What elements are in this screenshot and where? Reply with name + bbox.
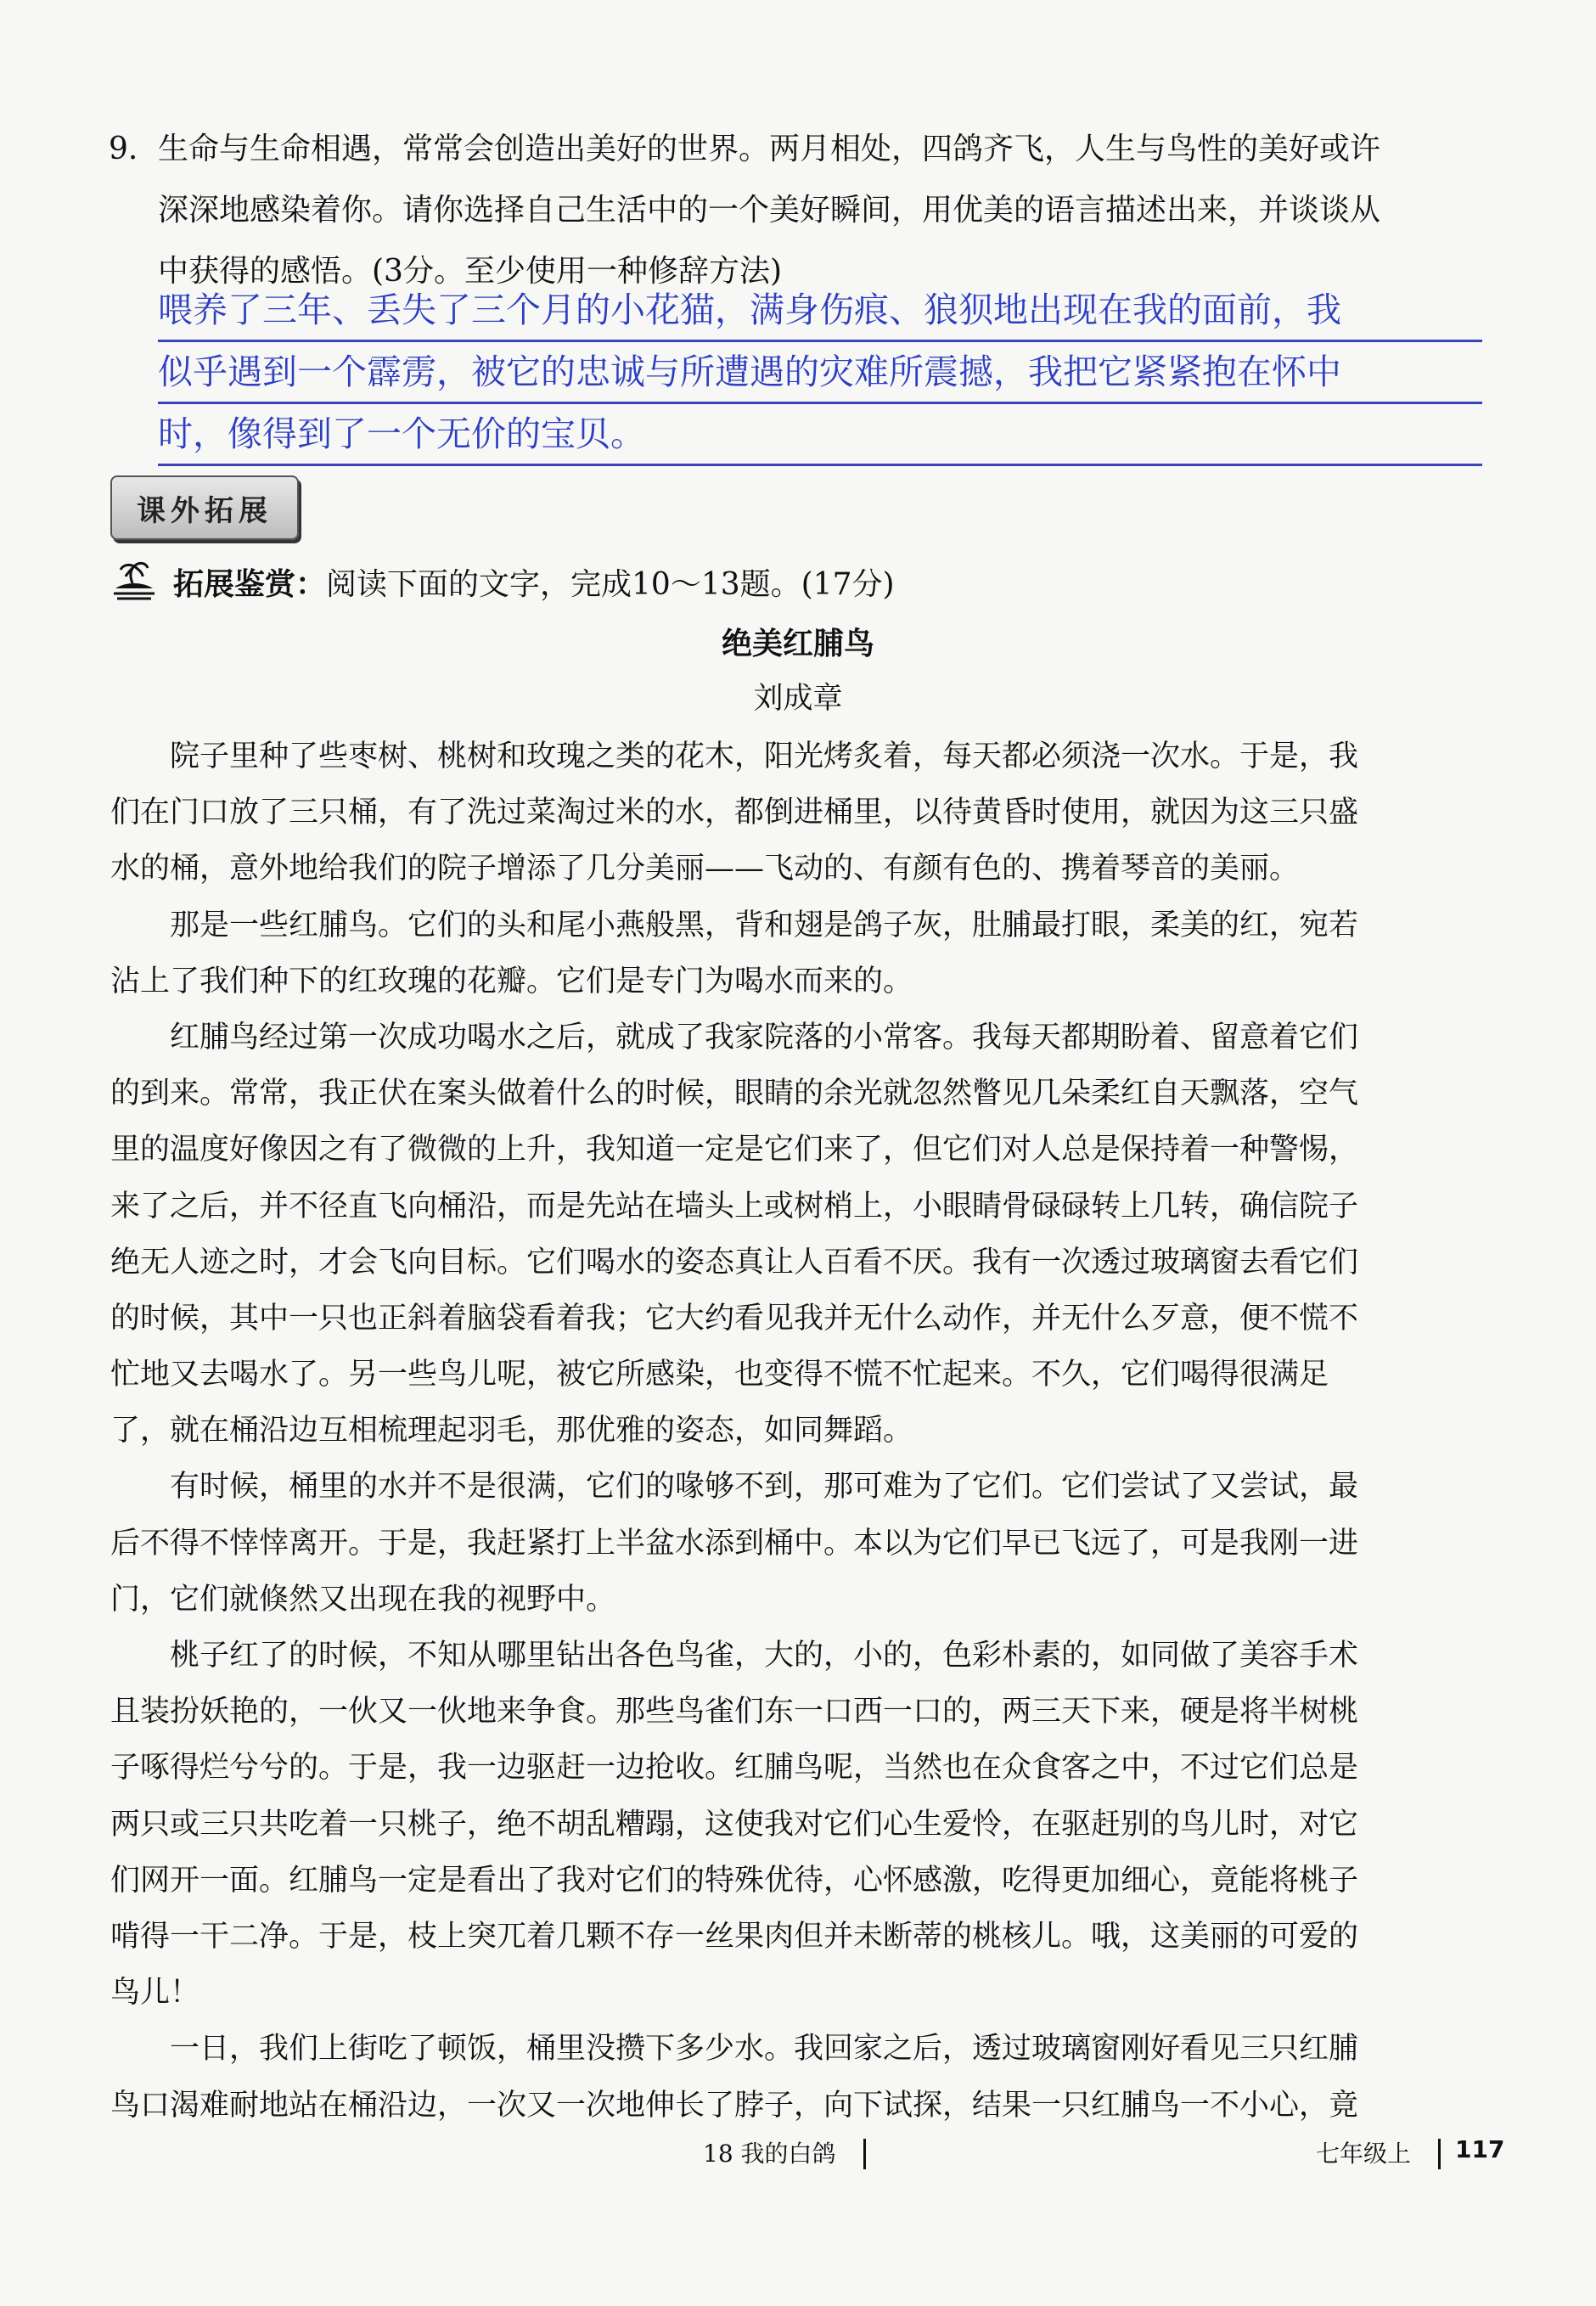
question-number: 9. bbox=[109, 132, 138, 166]
question-9-line: 9. 生命与生命相遇，常常会创造出美好的世界。两月相处，四鸽齐飞，人生与鸟性的美好或许 bbox=[109, 119, 1509, 180]
question-9 bbox=[109, 119, 1509, 302]
island-icon bbox=[110, 558, 158, 605]
extension-label: 拓展鉴赏： bbox=[173, 565, 327, 602]
answer-line: 喂养了三年、丢失了三个月的小花猫，满身伤痕、狼狈地出现在我的面前，我 bbox=[158, 280, 1482, 342]
article-line: 沾上了我们种下的红玫瑰的花瓣。它们是专门为喝水而来的。 bbox=[110, 964, 913, 998]
page-footer bbox=[0, 2135, 1596, 2178]
article-line: 了，就在桶沿边互相梳理起羽毛，那优雅的姿态，如同舞蹈。 bbox=[110, 1414, 913, 1448]
question-9-line: 深深地感染着你。请你选择自己生活中的一个美好瞬间，用优美的语言描述出来，并谈谈从 bbox=[158, 193, 1381, 228]
section-badge: 课外拓展 bbox=[110, 475, 299, 540]
article-line: 忙地又去喝水了。另一些鸟儿呢，被它所感染，也变得不慌不忙起来。不久，它们喝得很满足 bbox=[110, 1358, 1329, 1392]
article-line: 那是一些红脯鸟。它们的头和尾小燕般黑，背和翅是鸽子灰，肚脯最打眼，柔美的红，宛若 bbox=[170, 908, 1359, 942]
article-line: 水的桶，意外地给我们的院子增添了几分美丽——飞动的、有颜有色的、携着琴音的美丽。 bbox=[110, 852, 1300, 886]
article-line: 鸟儿！ bbox=[110, 1976, 200, 2011]
article-line: 绝无人迹之时，才会飞向目标。它们喝水的姿态真让人百看不厌。我有一次透过玻璃窗去看它们 bbox=[110, 1245, 1359, 1280]
article-line: 两只或三只共吃着一只桃子，绝不胡乱糟蹋，这使我对它们心生爱怜，在驱赶别的鸟儿时，对它 bbox=[110, 1807, 1359, 1842]
article-line: 们在门口放了三只桶，有了洗过菜淘过米的水，都倒进桶里，以待黄昏时使用，就因为这三只盛 bbox=[110, 796, 1359, 830]
footer-divider bbox=[1438, 2139, 1441, 2169]
footer-divider bbox=[863, 2139, 866, 2169]
article-line: 啃得一干二净。于是，枝上突兀着几颗不存一丝果肉但并未断蒂的桃核儿。哦，这美丽的可爱的 bbox=[110, 1919, 1359, 1954]
extension-heading bbox=[110, 556, 895, 607]
article-line: 一日，我们上街吃了顿饭，桶里没攒下多少水。我回家之后，透过玻璃窗刚好看见三只红脯 bbox=[170, 2032, 1359, 2067]
footer-grade: 七年级上 bbox=[1316, 2140, 1412, 2168]
article-line: 桃子红了的时候，不知从哪里钻出各色鸟雀，大的，小的，色彩朴素的，如同做了美容手术 bbox=[170, 1639, 1359, 1673]
article-line: 且装扮妖艳的，一伙又一伙地来争食。那些鸟雀们东一口西一口的，两三天下来，硬是将半树桃 bbox=[110, 1695, 1359, 1730]
page-number: 117 bbox=[1455, 2135, 1505, 2163]
article-line: 子啄得烂兮兮的。于是，我一边驱赶一边抢收。红脯鸟呢，当然也在众食客之中，不过它们总是 bbox=[110, 1751, 1359, 1786]
article-line: 里的温度好像因之有了微微的上升，我知道一定是它们来了，但它们对人总是保持着一种警惕， bbox=[110, 1133, 1359, 1167]
article-title: 绝美红脯鸟 bbox=[721, 627, 874, 661]
article-author: 刘成章 bbox=[753, 682, 843, 716]
article-line: 门，它们就倏然又出现在我的视野中。 bbox=[110, 1582, 616, 1617]
article-line: 红脯鸟经过第一次成功喝水之后，就成了我家院落的小常客。我每天都期盼着、留意着它们 bbox=[170, 1020, 1359, 1055]
article-body bbox=[110, 728, 1503, 2134]
article-line: 鸟口渴难耐地站在桶沿边，一次又一次地伸长了脖子，向下试探，结果一只红脯鸟一不小心，竟 bbox=[110, 2088, 1359, 2123]
answer-line: 时，像得到了一个无价的宝贝。 bbox=[158, 404, 1482, 466]
question-9-line: 中获得的感悟。(3分。至少使用一种修辞方法) bbox=[158, 254, 782, 289]
article-line: 有时候，桶里的水并不是很满，它们的喙够不到，那可难为了它们。它们尝试了又尝试，最 bbox=[170, 1470, 1359, 1505]
article-line: 的到来。常常，我正伏在案头做着什么的时候，眼睛的余光就忽然瞥见几朵柔红自天飘落，空气 bbox=[110, 1077, 1359, 1111]
extension-instruction: 阅读下面的文字，完成10～13题。(17分) bbox=[326, 566, 895, 602]
article-line: 来了之后，并不径直飞向桶沿，而是先站在墙头上或树梢上，小眼睛骨碌碌转上几转，确信院子 bbox=[110, 1189, 1359, 1223]
answer-line: 似乎遇到一个霹雳，被它的忠诚与所遭遇的灾难所震撼，我把它紧紧抱在怀中 bbox=[158, 342, 1482, 404]
handwritten-answer bbox=[158, 280, 1482, 466]
footer-chapter: 18 我的白鸽 bbox=[703, 2140, 836, 2168]
article-line: 们网开一面。红脯鸟一定是看出了我对它们的特殊优待，心怀感激，吃得更加细心，竟能将桃子 bbox=[110, 1863, 1359, 1898]
article-line: 的时候，其中一只也正斜着脑袋看着我；它大约看见我并无什么动作，并无什么歹意，便不慌不 bbox=[110, 1301, 1359, 1336]
article-line: 后不得不悻悻离开。于是，我赶紧打上半盆水添到桶中。本以为它们早已飞远了，可是我刚一进 bbox=[110, 1526, 1359, 1561]
article-line: 院子里种了些枣树、桃树和玫瑰之类的花木，阳光烤炙着，每天都必须浇一次水。于是，我 bbox=[170, 740, 1359, 773]
